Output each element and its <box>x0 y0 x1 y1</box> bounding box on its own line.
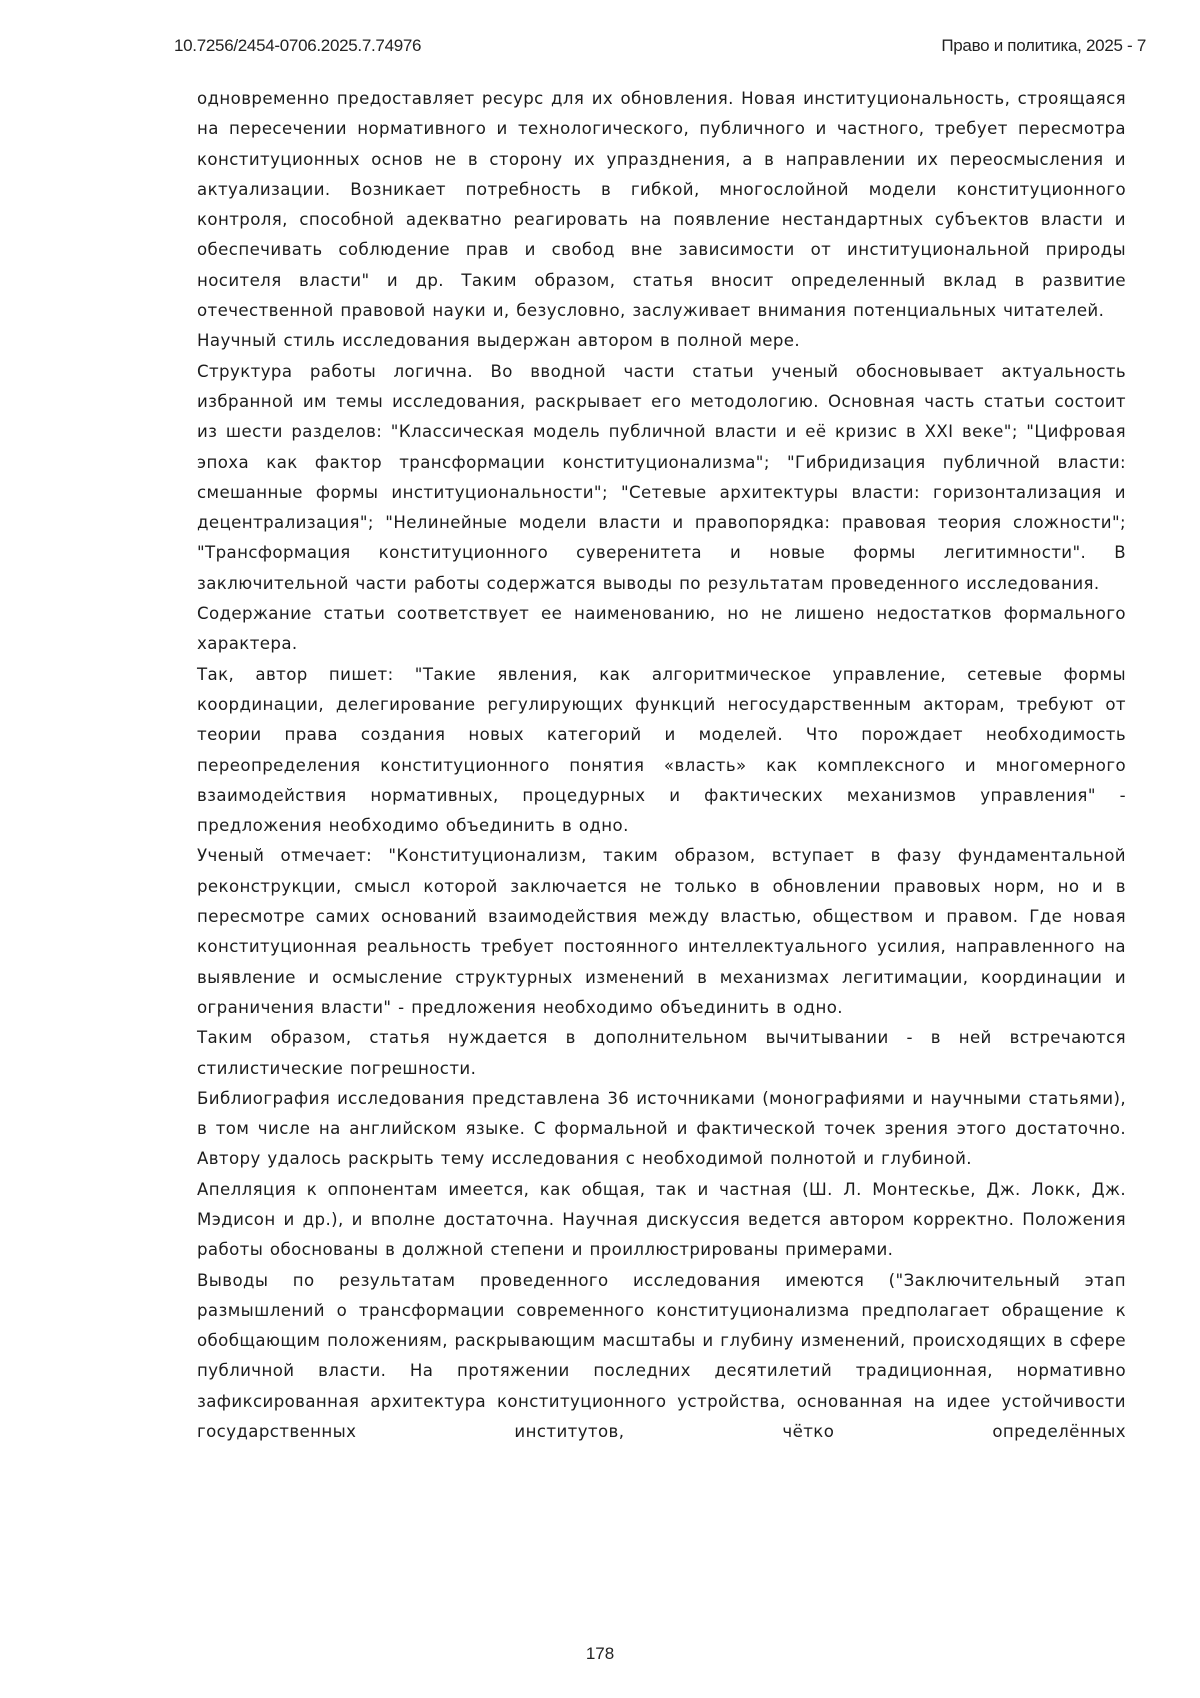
paragraph: Научный стиль исследования выдержан автором в полной мере. <box>197 326 1126 356</box>
paragraph: Ученый отмечает: "Конституционализм, таким образом, вступает в фазу фундаментальной реконструкции, смысл которой заключается не только в обновлении правовых норм, но и в пересмотре самих оснований взаимодействия между властью, обществом и правом. Где новая конституционная реальность требует постоянного интеллектуального усилия, направленного на выявление и осмысление структурных изменений в механизмах легитимации, координации и ограничения власти" - предложения необходимо объединить в одно. <box>197 841 1126 1023</box>
paragraph: Выводы по результатам проведенного исследования имеются ("Заключительный этап размышлений о трансформации современного конституционализма предполагает обращение к обобщающим положениям, раскрывающим масштабы и глубину изменений, происходящих в сфере публичной власти. На протяжении последних десятилетий традиционная, нормативно зафиксированная архитектура конституционного устройства, основанная на идее устойчивости государственных институтов, чётко определённых <box>197 1266 1126 1448</box>
paragraph: Так, автор пишет: "Такие явления, как алгоритмическое управление, сетевые формы координации, делегирование регулирующих функций негосударственным акторам, требуют от теории права создания новых категорий и моделей. Что порождает необходимость переопределения конституционного понятия «власть» как комплексного и многомерного взаимодействия нормативных, процедурных и фактических механизмов управления" - предложения необходимо объединить в одно. <box>197 660 1126 842</box>
paragraph: Библиография исследования представлена 36 источниками (монографиями и научными статьями), в том числе на английском языке. С формальной и фактической точек зрения этого достаточно. Автору удалось раскрыть тему исследования с необходимой полнотой и глубиной. <box>197 1084 1126 1175</box>
paragraph: одновременно предоставляет ресурс для их обновления. Новая институциональность, строящаяся на пересечении нормативного и технологического, публичного и частного, требует пересмотра конституционных основ не в сторону их упразднения, а в направлении их переосмысления и актуализации. Возникает потребность в гибкой, многослойной модели конституционного контроля, способной адекватно реагировать на появление нестандартных субъектов власти и обеспечивать соблюдение прав и свобод вне зависимости от институциональной природы носителя власти" и др. Таким образом, статья вносит определенный вклад в развитие отечественной правовой науки и, безусловно, заслуживает внимания потенциальных читателей. <box>197 84 1126 326</box>
page-header <box>174 36 1146 62</box>
doi-label: 10.7256/2454-0706.2025.7.74976 <box>174 36 421 56</box>
paragraph: Апелляция к оппонентам имеется, как общая, так и частная (Ш. Л. Монтескье, Дж. Локк, Дж. Мэдисон и др.), и вполне достаточна. Научная дискуссия ведется автором корректно. Положения работы обоснованы в должной степени и проиллюстрированы примерами. <box>197 1175 1126 1266</box>
journal-title: Право и политика, 2025 - 7 <box>941 36 1146 56</box>
page-number: 178 <box>0 1644 1200 1664</box>
paragraph: Содержание статьи соответствует ее наименованию, но не лишено недостатков формального характера. <box>197 599 1126 660</box>
paragraph: Таким образом, статья нуждается в дополнительном вычитывании - в ней встречаются стилистические погрешности. <box>197 1023 1126 1084</box>
article-body <box>197 84 1126 1447</box>
paragraph: Структура работы логична. Во вводной части статьи ученый обосновывает актуальность избранной им темы исследования, раскрывает его методологию. Основная часть статьи состоит из шести разделов: "Классическая модель публичной власти и её кризис в XXI веке"; "Цифровая эпоха как фактор трансформации конституционализма"; "Гибридизация публичной власти: смешанные формы институциональности"; "Сетевые архитектуры власти: горизонтализация и децентрализация"; "Нелинейные модели власти и правопорядка: правовая теория сложности"; "Трансформация конституционного суверенитета и новые формы легитимности". В заключительной части работы содержатся выводы по результатам проведенного исследования. <box>197 357 1126 599</box>
